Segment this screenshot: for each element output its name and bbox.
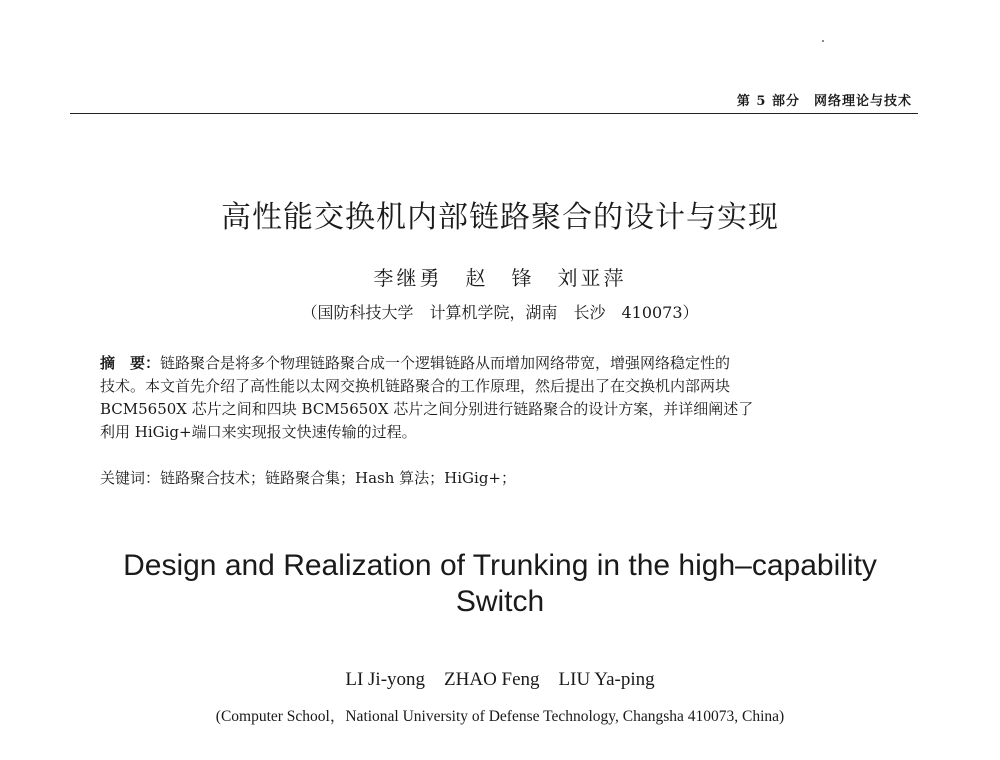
abstract-label: 摘 要： [100, 354, 161, 372]
affiliation-english: (Computer School，National University of Defense Technology, Changsha 410073, China) [215, 708, 785, 725]
paper-title-english-line-2: Switch [455, 585, 545, 618]
keywords-chinese [100, 467, 900, 490]
affiliation-chinese: （国防科技大学 计算机学院，湖南 长沙 410073） [301, 303, 699, 322]
authors-chinese: 李继勇 赵 锋 刘亚萍 [373, 266, 627, 290]
keywords-label: 关键词： [100, 469, 161, 487]
abstract-line-2: 技术。本文首先介绍了高性能以太网交换机链路聚合的工作原理，然后提出了在交换机内部两块 [100, 377, 731, 395]
paper-title-english [0, 548, 1000, 620]
abstract-chinese [100, 352, 900, 444]
abstract-line-1 [100, 352, 900, 375]
abstract-line-3: BCM5650X 芯片之间和四块 BCM5650X 芯片之间分别进行链路聚合的设计方案，并详细阐述了 [100, 400, 754, 418]
authors-english: LI Ji-yong ZHAO Feng LIU Ya-ping [345, 669, 655, 690]
scan-speck [822, 40, 824, 42]
header-rule [70, 113, 918, 114]
paper-title-english-line-1: Design and Realization of Trunking in the high–capability [123, 549, 877, 582]
abstract-text-1: 链路聚合是将多个物理链路聚合成一个逻辑链路从而增加网络带宽，增强网络稳定性的 [160, 354, 731, 372]
keywords-text: 链路聚合技术；链路聚合集；Hash 算法；HiGig+； [160, 469, 516, 487]
running-header: 第 5 部分 网络理论与技术 [736, 94, 912, 109]
paper-title-chinese: 高性能交换机内部链路聚合的设计与实现 [221, 200, 779, 235]
abstract-line-4: 利用 HiGig+端口来实现报文快速传输的过程。 [100, 423, 417, 441]
